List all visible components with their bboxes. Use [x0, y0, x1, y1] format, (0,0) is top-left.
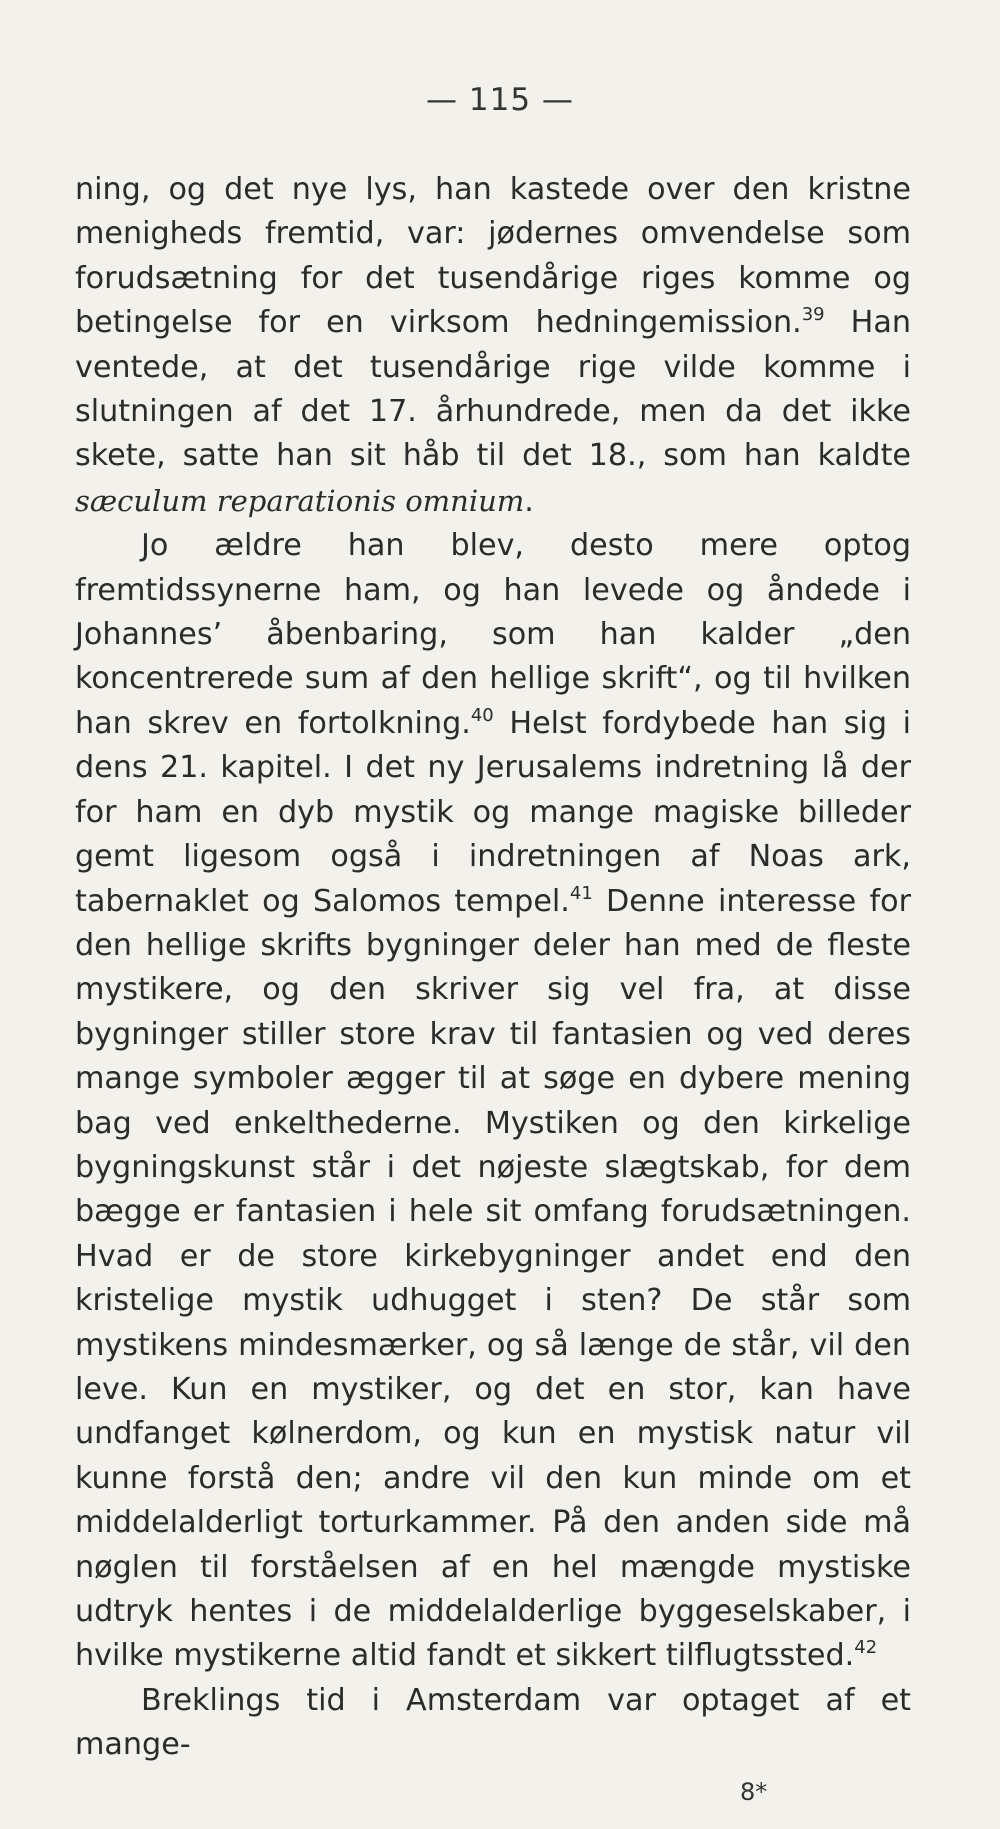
paragraph-2-part-1: Jo ældre han blev, desto mere optog fremtidssynerne ham, og han levede og åndede i Johannes’ åbenbaring, som han kalder „den koncentrerede sum af den hellige skrift“, og til hvilken han skrev en fortolkning. — [75, 528, 911, 741]
signature-mark: 8* — [740, 1778, 768, 1806]
footnote-ref-40: 40 — [470, 704, 494, 726]
paragraph-2-part-3: Denne interesse for den hellige skrifts bygninger deler han med de fleste mystikere, og den skriver sig vel fra, at disse bygninger stiller store krav til fantasien og ved deres mange symboler ægger til at søge en dybere mening bag ved enkelthederne. Mystiken og den kirkelige bygningskunst står i det nøjeste slægtskab, for dem bægge er fantasien i hele sit omfang forudsætningen. Hvad er de store kirkebygninger andet end den kristelige mystik udhugget i sten? De står som mystikens mindesmærker, og så længe de står, vil den leve. Kun en mystiker, og det en stor, kan have undfanget kølnerdom, og kun en mystisk natur vil kunne forstå den; andre vil den kun minde om et middelalderligt torturkammer. På den anden side må nøglen til forståelsen af en hel mængde mystiske udtryk hentes i de middelalderlige byggeselskaber, i hvilke mystikerne altid fandt et sikkert tilflugtssted. — [75, 883, 911, 1674]
paragraph-1-text: ning, og det nye lys, han kastede over den kristne menigheds fremtid, var: jødernes omvendelse som forudsætning for det tusendårige riges komme og betingelse for en virksom hedningemission. — [75, 172, 911, 341]
paragraph-2 — [75, 524, 911, 1679]
footnote-ref-41: 41 — [569, 882, 593, 904]
footnote-ref-39: 39 — [801, 304, 825, 326]
paragraph-1 — [75, 168, 911, 524]
footnote-ref-42: 42 — [854, 1637, 878, 1659]
paragraph-2-part-2: Helst fordybede han sig i dens 21. kapitel. I det ny Jerusalems indretning lå der for ham en dyb mystik og mange magiske billeder gemt ligesom også i indretningen af Noas ark, tabernaklet og Salomos tempel. — [75, 705, 911, 919]
paragraph-1-end: . — [524, 483, 534, 519]
paragraph-1-text-cont: Han ventede, at det tusendårige rige vilde komme i slutningen af det 17. århundrede, men da det ikke skete, satte han sit håb til det 18., som han kaldte — [75, 305, 911, 474]
latin-phrase: sæculum reparationis omnium — [75, 483, 525, 518]
page-number: — 115 — — [426, 82, 574, 118]
paragraph-3: Breklings tid i Amsterdam var optaget af et mange- — [75, 1682, 911, 1763]
body-text — [75, 168, 911, 1768]
